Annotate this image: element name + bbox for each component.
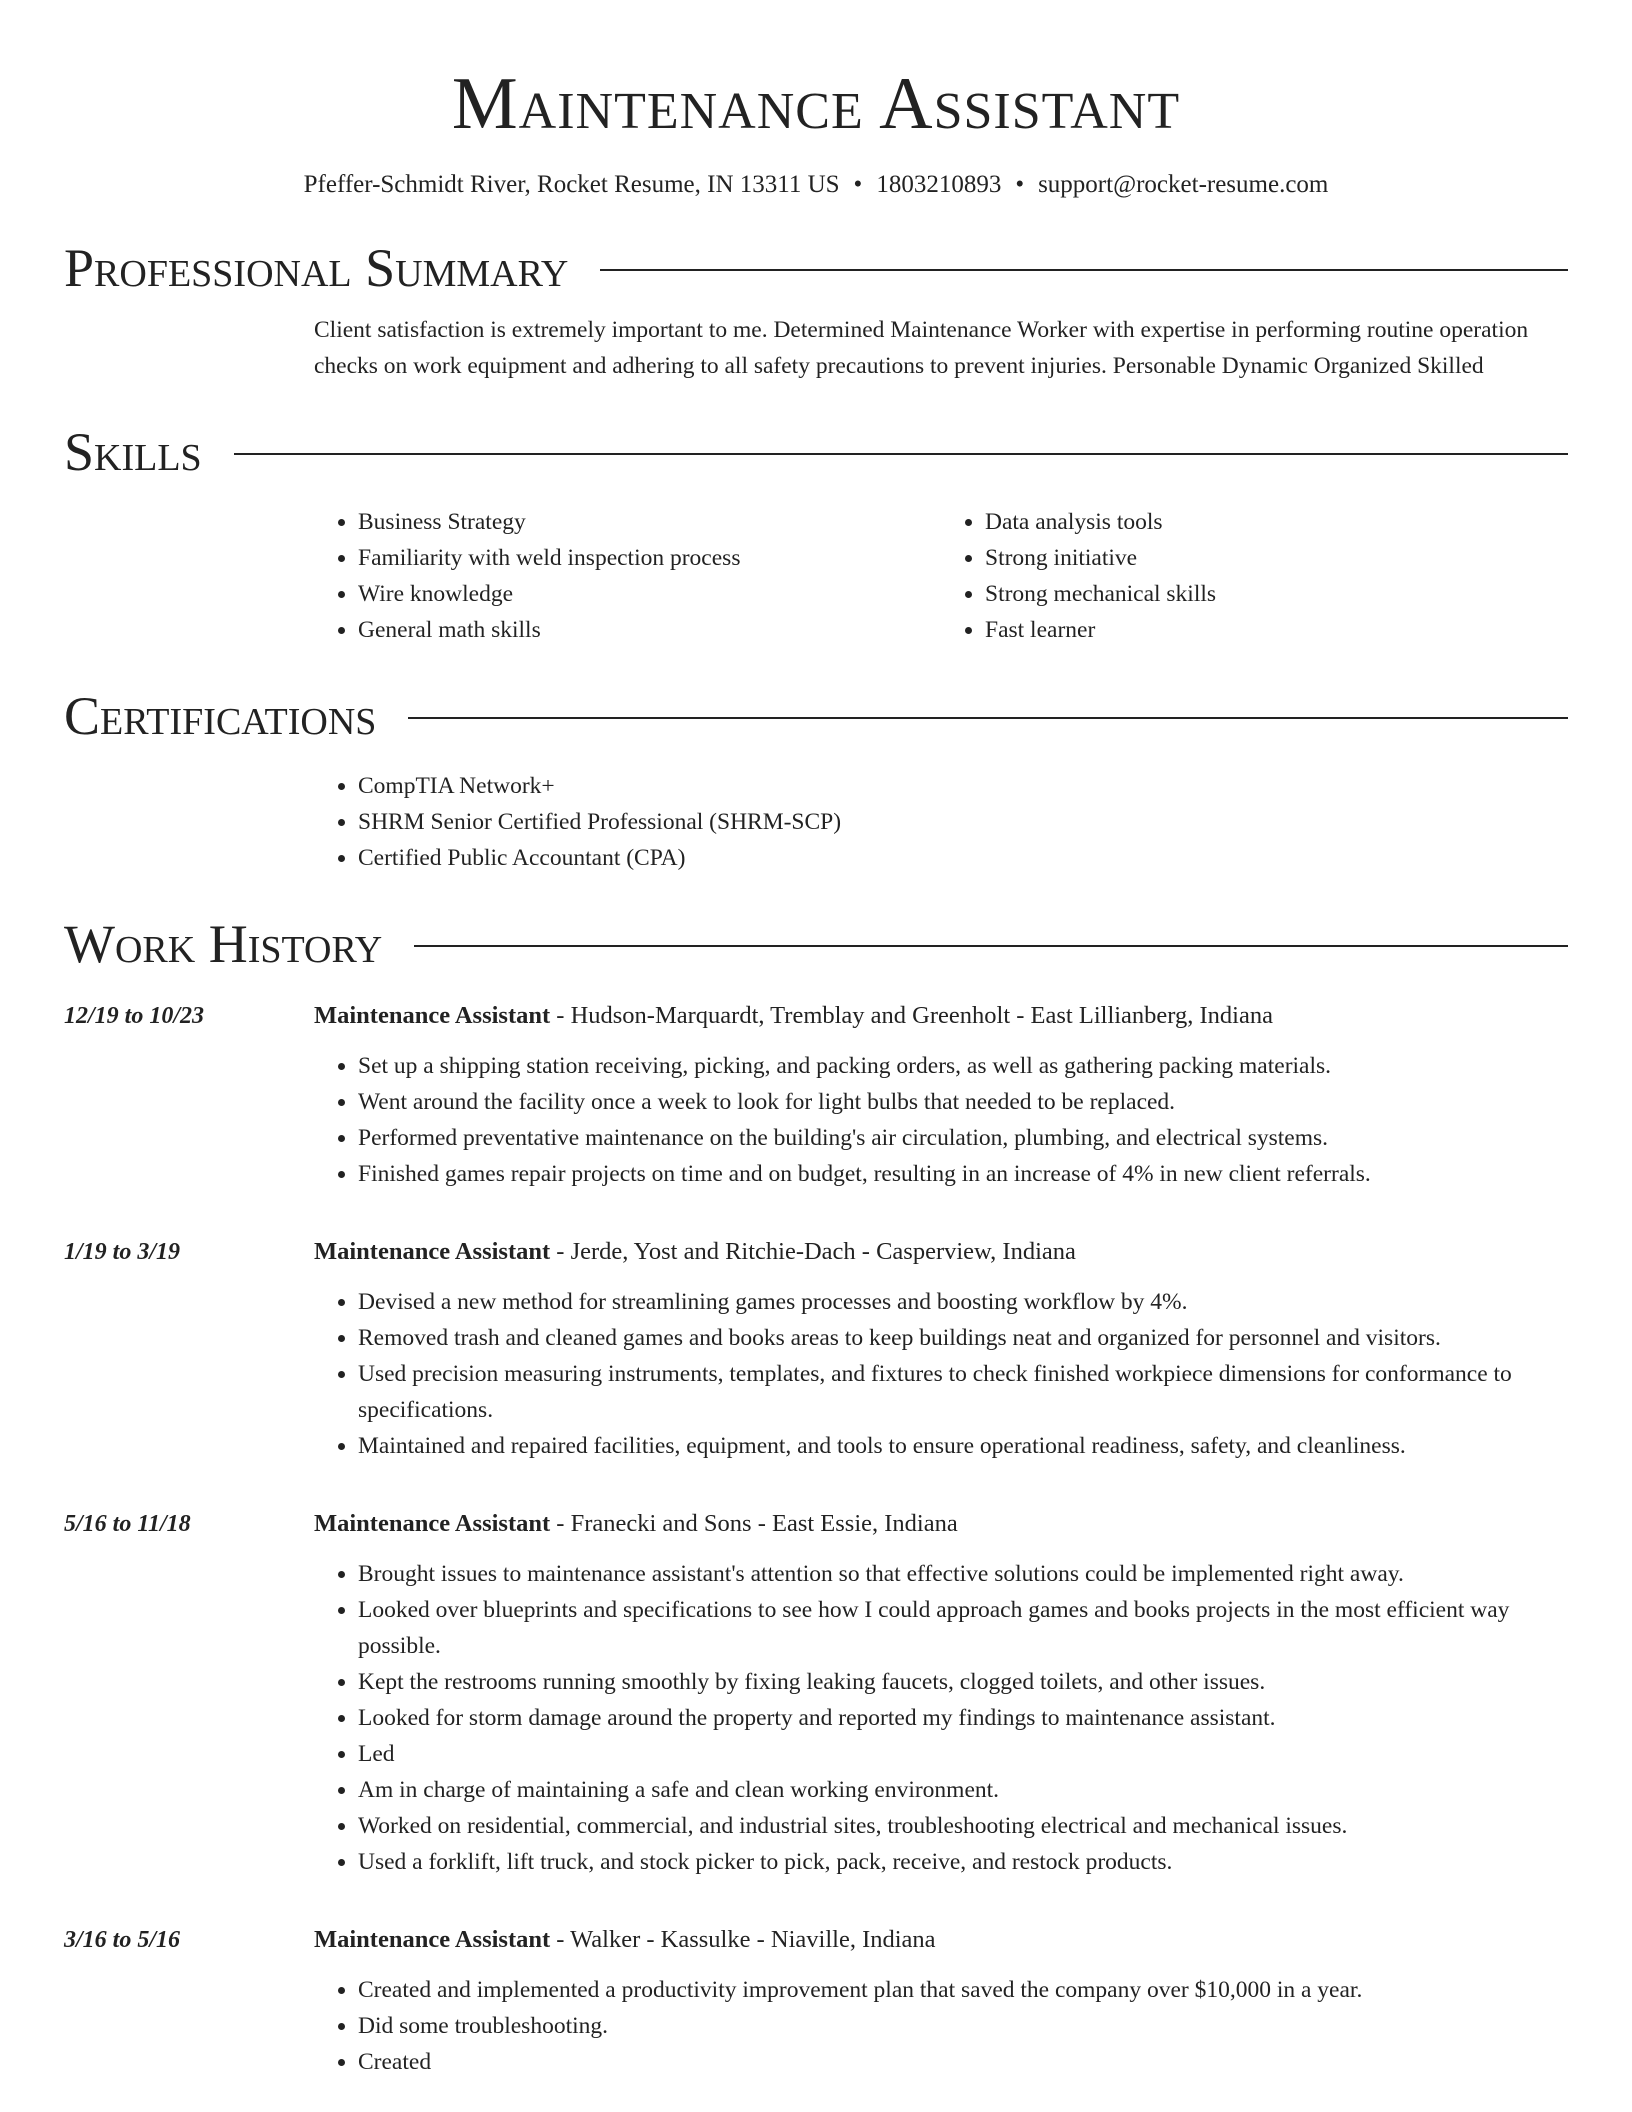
job-employer: - Jerde, Yost and Ritchie-Dach - Casperview, Indiana (550, 1238, 1076, 1265)
summary-text: Client satisfaction is extremely important to me. Determined Maintenance Worker with expertise in performing routine operation checks on work equipment and adhering to all safety precautions to prevent injuries. Personable Dynamic Organized Skilled (314, 317, 1529, 379)
job-details (314, 1492, 1568, 1894)
job-heading (314, 1492, 1568, 1542)
job-bullet: • Did some troubleshooting. (358, 2008, 1568, 2044)
job-bullet: • Finished games repair projects on time and on budget, resulting in an increase of 4% in new client referrals. (358, 1156, 1568, 1192)
certification-item: • SHRM Senior Certified Professional (SHRM-SCP) (358, 804, 1568, 840)
skill-item: • General math skills (358, 612, 941, 648)
skills-column-left (314, 504, 941, 648)
job-bullet: • Devised a new method for streamlining games processes and boosting workflow by 4%. (358, 1284, 1568, 1320)
contact-address: Pfeffer-Schmidt River, Rocket Resume, IN 13311 US (303, 171, 840, 198)
work-heading: Work History (64, 914, 383, 974)
section-divider (414, 945, 1568, 947)
job-heading (314, 1908, 1568, 1958)
job-bullets (314, 1284, 1568, 1464)
job-employer: - Hudson-Marquardt, Tremblay and Greenholt - East Lillianberg, Indiana (550, 1002, 1273, 1029)
job-bullet: • Brought issues to maintenance assistant's attention so that effective solutions could be implemented right away. (358, 1556, 1568, 1592)
section-divider (234, 453, 1568, 455)
job-bullet: • Worked on residential, commercial, and industrial sites, troubleshooting electrical and mechanical issues. (358, 1808, 1568, 1844)
skills-column-right (941, 504, 1568, 648)
summary-heading: Professional Summary (64, 238, 569, 298)
skills-section-header (64, 422, 1568, 482)
resume-name: Maintenance Assistant (451, 63, 1181, 145)
certifications-list (314, 768, 1568, 876)
job-heading (314, 984, 1568, 1034)
certification-item: • CompTIA Network+ (358, 768, 1568, 804)
skills-heading: Skills (64, 422, 202, 482)
skills-list (314, 504, 1568, 648)
job-bullet: • Am in charge of maintaining a safe and clean working environment. (358, 1772, 1568, 1808)
job-entry (64, 1492, 1568, 1894)
job-entry (64, 984, 1568, 1206)
job-bullet: • Set up a shipping station receiving, picking, and packing orders, as well as gathering packing materials. (358, 1048, 1568, 1084)
job-bullets (314, 1556, 1568, 1880)
job-bullets (314, 1972, 1568, 2080)
job-bullet: • Used a forklift, lift truck, and stock picker to pick, pack, receive, and restock products. (358, 1844, 1568, 1880)
job-bullet: • Led (358, 1736, 1568, 1772)
section-divider (600, 269, 1568, 271)
job-dates: 1/19 to 3/19 (64, 1239, 181, 1265)
job-title: Maintenance Assistant (314, 1510, 551, 1537)
skill-item: • Strong mechanical skills (985, 576, 1568, 612)
job-heading (314, 1220, 1568, 1270)
skill-item: • Strong initiative (985, 540, 1568, 576)
job-title: Maintenance Assistant (314, 1002, 551, 1029)
job-bullet: • Maintained and repaired facilities, equipment, and tools to ensure operational readiness, safety, and cleanliness. (358, 1428, 1568, 1464)
contact-separator: • (1015, 171, 1025, 198)
job-details (314, 1908, 1568, 2094)
job-details (314, 984, 1568, 1206)
job-bullet: • Went around the facility once a week to look for light bulbs that needed to be replaced. (358, 1084, 1568, 1120)
job-employer: - Franecki and Sons - East Essie, Indiana (550, 1510, 958, 1537)
contact-separator: • (853, 171, 863, 198)
job-dates: 5/16 to 11/18 (64, 1511, 191, 1537)
skill-item: • Data analysis tools (985, 504, 1568, 540)
skill-item: • Wire knowledge (358, 576, 941, 612)
job-title: Maintenance Assistant (314, 1238, 551, 1265)
job-employer: - Walker - Kassulke - Niaville, Indiana (550, 1926, 936, 1953)
job-bullet: • Kept the restrooms running smoothly by fixing leaking faucets, clogged toilets, and other issues. (358, 1664, 1568, 1700)
job-dates: 12/19 to 10/23 (64, 1003, 205, 1029)
job-bullets (314, 1048, 1568, 1192)
job-entry (64, 1220, 1568, 1478)
job-entry (64, 1908, 1568, 2094)
summary-section-header (64, 238, 1568, 298)
job-bullet: • Performed preventative maintenance on the building's air circulation, plumbing, and electrical systems. (358, 1120, 1568, 1156)
job-dates: 3/16 to 5/16 (64, 1927, 181, 1953)
skill-item: • Business Strategy (358, 504, 941, 540)
certifications-heading: Certifications (64, 686, 377, 746)
job-bullet: • Looked over blueprints and specifications to see how I could approach games and books projects in the most efficient way possible. (358, 1592, 1568, 1664)
job-bullet: • Removed trash and cleaned games and books areas to keep buildings neat and organized for personnel and visitors. (358, 1320, 1568, 1356)
job-details (314, 1220, 1568, 1478)
contact-phone: 1803210893 (876, 171, 1002, 198)
job-bullet: • Created and implemented a productivity improvement plan that saved the company over $10,000 in a year. (358, 1972, 1568, 2008)
skill-item: • Familiarity with weld inspection process (358, 540, 941, 576)
certification-item: • Certified Public Accountant (CPA) (358, 840, 1568, 876)
contact-email[interactable]: support@rocket-resume.com (1038, 171, 1329, 198)
job-bullet: • Looked for storm damage around the property and reported my findings to maintenance assistant. (358, 1700, 1568, 1736)
section-divider (408, 717, 1568, 719)
certifications-section-header (64, 686, 1568, 746)
skill-item: • Fast learner (985, 612, 1568, 648)
job-bullet: • Used precision measuring instruments, templates, and fixtures to check finished workpiece dimensions for conformance to specifications. (358, 1356, 1568, 1428)
work-section-header (64, 914, 1568, 974)
job-title: Maintenance Assistant (314, 1926, 551, 1953)
contact-line (64, 170, 1568, 200)
job-bullet: • Created (358, 2044, 1568, 2080)
